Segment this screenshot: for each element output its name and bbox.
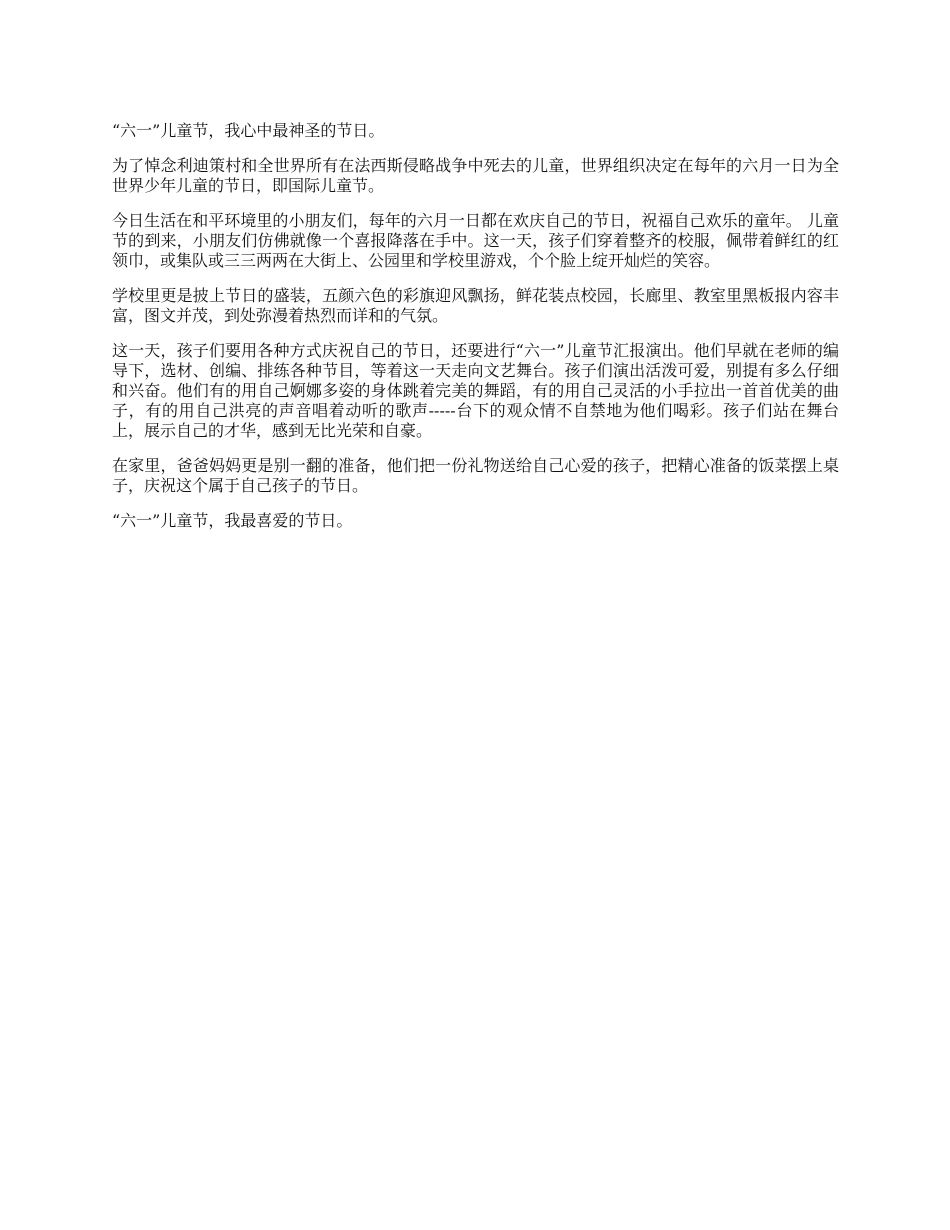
paragraph-2: 为了悼念利迪策村和全世界所有在法西斯侵略战争中死去的儿童，世界组织决定在每年的六月一日为全世界少年儿童的节日，即国际儿童节。	[112, 156, 839, 195]
paragraph-5: 这一天，孩子们要用各种方式庆祝自己的节日，还要进行“六一”儿童节汇报演出。他们早就在老师的编导下，选材、创编、排练各种节目，等着这一天走向文艺舞台。孩子们演出活泼可爱，别提有多么仔细和兴奋。他们有的用自己婀娜多姿的身体跳着完美的舞蹈，有的用自己灵活的小手拉出一首首优美的曲子，有的用自己洪亮的声音唱着动听的歌声-----台下的观众情不自禁地为他们喝彩。孩子们站在舞台上，展示自己的才华，感到无比光荣和自豪。	[112, 341, 839, 440]
document-page	[112, 121, 839, 546]
paragraph-7: “六一”儿童节，我最喜爱的节日。	[112, 511, 353, 530]
paragraph-3: 今日生活在和平环境里的小朋友们，每年的六月一日都在欢庆自己的节日，祝福自己欢乐的童年。 儿童节的到来，小朋友们仿佛就像一个喜报降落在手中。这一天，孩子们穿着整齐的校服，佩带着鲜红的红领巾，或集队或三三两两在大街上、公园里和学校里游戏，个个脸上绽开灿烂的笑容。	[112, 211, 839, 270]
paragraph-4: 学校里更是披上节日的盛装，五颜六色的彩旗迎风飘扬，鲜花装点校园，长廊里、教室里黑板报内容丰富，图文并茂，到处弥漫着热烈而详和的气氛。	[112, 286, 839, 325]
paragraph-6: 在家里，爸爸妈妈更是别一翻的准备，他们把一份礼物送给自己心爱的孩子，把精心准备的饭菜摆上桌子，庆祝这个属于自己孩子的节日。	[112, 456, 839, 495]
paragraph-1: “六一”儿童节，我心中最神圣的节日。	[112, 121, 385, 140]
